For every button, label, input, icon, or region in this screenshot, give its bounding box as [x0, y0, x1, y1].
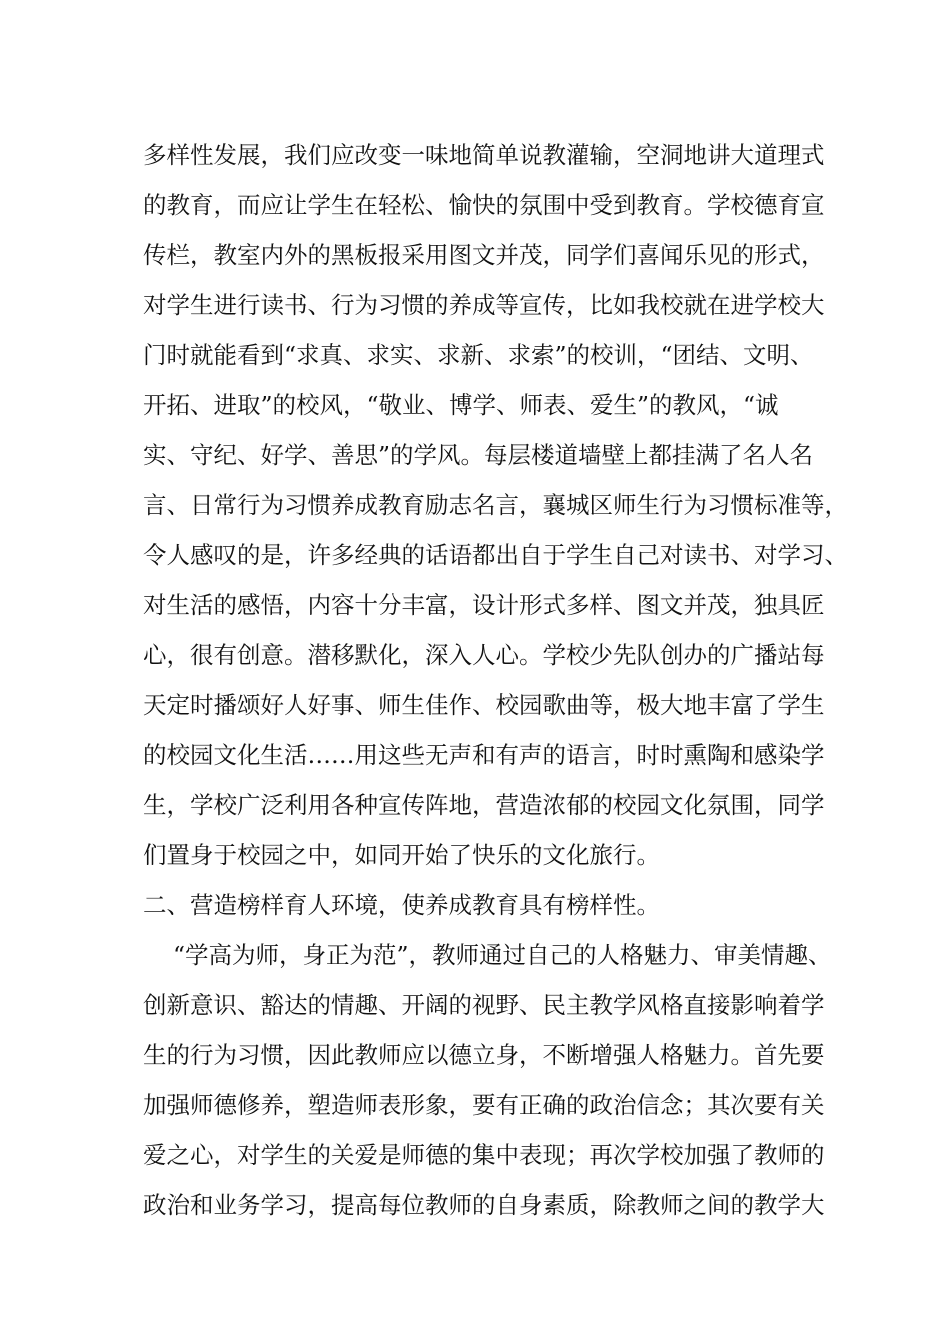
text-line: 对学生进行读书、行为习惯的养成等宣传，比如我校就在进学校大 — [143, 291, 825, 319]
text-line: 言、日常行为习惯养成教育励志名言，襄城区师生行为习惯标准等， — [143, 491, 848, 519]
text-line: 加强师德修养，塑造师表形象，要有正确的政治信念；其次要有关 — [143, 1091, 825, 1119]
text-line: 天定时播颂好人好事、师生佳作、校园歌曲等，极大地丰富了学生 — [143, 691, 825, 719]
body-text — [143, 130, 848, 1230]
text-line: 生的行为习惯，因此教师应以德立身，不断增强人格魅力。首先要 — [143, 1041, 825, 1069]
text-line: 政治和业务学习，提高每位教师的自身素质，除教师之间的教学大 — [143, 1191, 825, 1219]
text-line: 多样性发展，我们应改变一味地简单说教灌输，空洞地讲大道理式 — [143, 141, 825, 169]
text-line: 实、守纪、好学、善思”的学风。每层楼道墙壁上都挂满了名人名 — [143, 441, 814, 469]
text-line: 的校园文化生活……用这些无声和有声的语言，时时熏陶和感染学 — [143, 741, 825, 769]
text-line: “学高为师，身正为范”，教师通过自己的人格魅力、审美情趣、 — [173, 941, 832, 969]
text-line: 传栏，教室内外的黑板报采用图文并茂，同学们喜闻乐见的形式， — [143, 241, 825, 269]
text-line: 生，学校广泛利用各种宣传阵地，营造浓郁的校园文化氛围，同学 — [143, 791, 825, 819]
text-line: 令人感叹的是，许多经典的话语都出自于学生自己对读书、对学习、 — [143, 541, 848, 569]
text-line: 门时就能看到“求真、求实、求新、求索”的校训，“团结、文明、 — [143, 341, 814, 369]
section-heading: 二、营造榜样育人环境，使养成教育具有榜样性。 — [143, 891, 660, 919]
text-line: 的教育，而应让学生在轻松、愉快的氛围中受到教育。学校德育宣 — [143, 191, 825, 219]
text-line: 爱之心，对学生的关爱是师德的集中表现；再次学校加强了教师的 — [143, 1141, 825, 1169]
text-line: 开拓、进取”的校风，“敬业、博学、师表、爱生”的教风，“诚 — [143, 391, 779, 419]
text-line: 心，很有创意。潜移默化，深入人心。学校少先队创办的广播站每 — [143, 641, 825, 669]
text-line: 创新意识、豁达的情趣、开阔的视野、民主教学风格直接影响着学 — [143, 991, 825, 1019]
text-line: 对生活的感悟，内容十分丰富，设计形式多样、图文并茂，独具匠 — [143, 591, 825, 619]
text-line: 们置身于校园之中，如同开始了快乐的文化旅行。 — [143, 841, 660, 869]
